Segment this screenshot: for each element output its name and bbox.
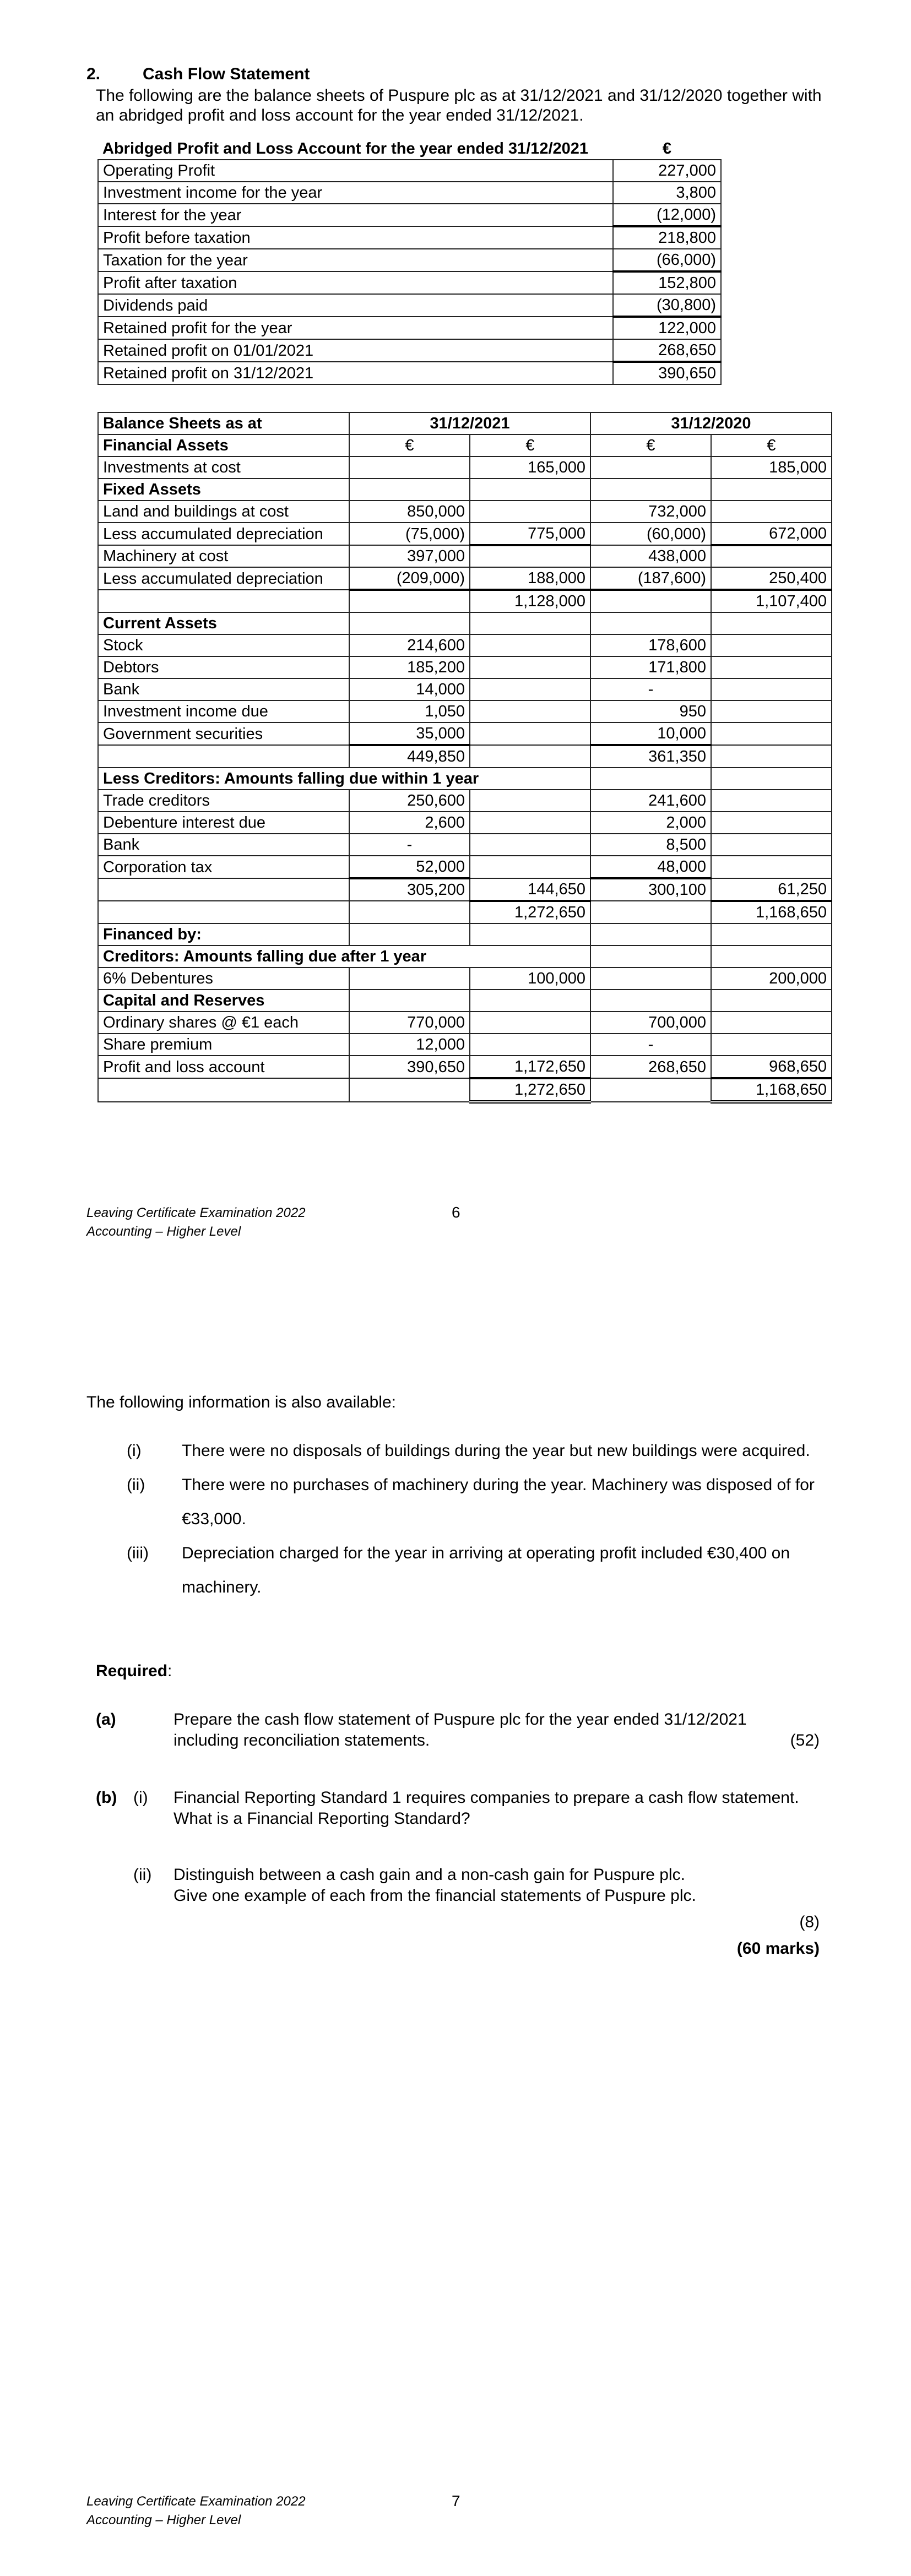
balance-sheet-cell-c3: 165,000 (470, 456, 590, 479)
profit-loss-row-label: Retained profit on 01/01/2021 (98, 339, 613, 362)
balance-sheet-row-label: Profit and loss account (98, 1056, 349, 1078)
balance-sheet-cell-c2 (349, 456, 470, 479)
balance-sheet-cell-c3 (470, 545, 590, 567)
balance-sheet-cell-c3 (470, 656, 590, 678)
profit-loss-row (98, 226, 721, 249)
balance-sheet-cell-c3: 775,000 (470, 523, 590, 545)
balance-sheet-cell-c5: 250,400 (711, 567, 832, 590)
balance-sheet-cell-c3: 188,000 (470, 567, 590, 590)
balance-sheet-date-2020: 31/12/2020 (590, 412, 832, 434)
balance-sheet-cell-c3 (470, 923, 590, 945)
balance-sheet-row (98, 901, 832, 923)
profit-loss-row (98, 317, 721, 339)
part-b-ii (0, 1865, 911, 1975)
part-b-ii-text-line1: Distinguish between a cash gain and a non-cash gain for Puspure plc. (173, 1866, 685, 1884)
profit-loss-row-label: Retained profit for the year (98, 317, 613, 339)
question-title: Cash Flow Statement (143, 65, 310, 83)
balance-sheet-date-2021: 31/12/2021 (349, 412, 590, 434)
profit-loss-row (98, 271, 721, 294)
balance-sheet-row-label: Debenture interest due (98, 812, 349, 834)
balance-sheet-cell-c2: (209,000) (349, 567, 470, 590)
part-a-label: (a) (96, 1710, 116, 1729)
balance-sheet-row (98, 567, 832, 590)
balance-sheet-cell-c5 (711, 834, 832, 856)
balance-sheet-row-label: Ordinary shares @ €1 each (98, 1012, 349, 1034)
balance-sheet-cell-c4: 10,000 (590, 722, 711, 745)
balance-sheet-cell-c2 (349, 990, 470, 1012)
profit-loss-row (98, 249, 721, 271)
balance-sheet-cell-c5 (711, 634, 832, 656)
balance-sheet-header-row (98, 412, 832, 434)
balance-sheet-cell-c4 (590, 1078, 711, 1102)
balance-sheet-row (98, 812, 832, 834)
profit-loss-row (98, 294, 721, 317)
balance-sheet-row-label: Less Creditors: Amounts falling due within 1 year (98, 768, 590, 790)
balance-sheet-cell-c5 (711, 678, 832, 700)
balance-sheet-row-label: Machinery at cost (98, 545, 349, 567)
balance-sheet-cell-c4: 241,600 (590, 790, 711, 812)
balance-sheet-title: Balance Sheets as at (98, 412, 349, 434)
balance-sheet-cell-c5 (711, 722, 832, 745)
balance-sheet-row (98, 990, 832, 1012)
balance-sheet-row (98, 501, 832, 523)
balance-sheet-cell-c5 (711, 479, 832, 501)
balance-sheet-cell-c2: - (349, 834, 470, 856)
profit-loss-row-value: (66,000) (613, 249, 721, 271)
balance-sheet-cell-c2: 12,000 (349, 1034, 470, 1056)
profit-loss-row-value: 122,000 (613, 317, 721, 339)
balance-sheet-cell-c3 (470, 479, 590, 501)
balance-sheet-cell-c4 (590, 901, 711, 923)
part-b-ii-label: (ii) (133, 1866, 152, 1884)
balance-sheet-cell-c2: 770,000 (349, 1012, 470, 1034)
profit-loss-table (97, 138, 722, 385)
balance-sheet-cell-c3 (470, 834, 590, 856)
balance-sheet-cell-c2: 250,600 (349, 790, 470, 812)
balance-sheet-cell-c3 (470, 678, 590, 700)
balance-sheet-row-label: Investments at cost (98, 456, 349, 479)
balance-sheet-row (98, 768, 832, 790)
balance-sheet-cell-c5 (711, 612, 832, 634)
balance-sheet-cell-c4: 268,650 (590, 1056, 711, 1078)
balance-sheet-cell-c3 (470, 634, 590, 656)
balance-sheet-cell-c4: 300,100 (590, 878, 711, 901)
info-item (127, 1468, 843, 1536)
profit-loss-row-value: 227,000 (613, 160, 721, 182)
balance-sheet-cell-c4: (60,000) (590, 523, 711, 545)
profit-loss-row-label: Profit before taxation (98, 226, 613, 249)
balance-sheet-cell-c2: 35,000 (349, 722, 470, 745)
profit-loss-row-value: 390,650 (613, 362, 721, 384)
footer-page-7 (86, 2492, 306, 2530)
balance-sheet-row-label (98, 745, 349, 768)
footer-subject: Accounting – Higher Level (86, 1224, 241, 1239)
balance-sheet-cell-c2: 2,600 (349, 812, 470, 834)
info-list (127, 1434, 843, 1605)
balance-sheet-row (98, 479, 832, 501)
balance-sheet-row-label: Fixed Assets (98, 479, 349, 501)
info-item-text: There were no disposals of buildings during the year but new buildings were acquired. (182, 1442, 810, 1460)
info-item-number: (i) (127, 1442, 142, 1460)
balance-sheet-cell-c2 (349, 968, 470, 990)
financial-assets-heading: Financial Assets (98, 434, 349, 456)
balance-sheet-row (98, 678, 832, 700)
balance-sheet-cell-c3 (470, 790, 590, 812)
balance-sheet-row-label: Corporation tax (98, 856, 349, 878)
balance-sheet-cell-c4: 171,800 (590, 656, 711, 678)
balance-sheet-row-label: Less accumulated depreciation (98, 567, 349, 590)
balance-sheet-cell-c5 (711, 790, 832, 812)
balance-sheet-cell-c5: 1,168,650 (711, 901, 832, 923)
balance-sheet-row-label: Current Assets (98, 612, 349, 634)
page-number-6: 6 (452, 1204, 460, 1221)
footer-page-6 (86, 1204, 306, 1241)
balance-sheet-row (98, 1056, 832, 1078)
balance-sheet-cell-c3 (470, 1034, 590, 1056)
balance-sheet-cell-c2: 397,000 (349, 545, 470, 567)
part-b-i (0, 1787, 911, 1837)
part-b-ii-text-line2: Give one example of each from the financial statements of Puspure plc. (173, 1887, 696, 1905)
part-a-text: Prepare the cash flow statement of Puspure plc for the year ended 31/12/2021 including reconciliation statements. (173, 1710, 747, 1749)
profit-loss-row (98, 204, 721, 226)
balance-sheet-cell-c5: 968,650 (711, 1056, 832, 1078)
balance-sheet-row (98, 545, 832, 567)
balance-sheet-cell-c3 (470, 1012, 590, 1034)
footer-subject: Accounting – Higher Level (86, 2513, 241, 2528)
balance-sheet-cell-c5: 1,107,400 (711, 590, 832, 612)
balance-sheet-cell-c2 (349, 479, 470, 501)
profit-loss-row-label: Operating Profit (98, 160, 613, 182)
balance-sheet-cell-c3: 100,000 (470, 968, 590, 990)
currency-2021-col2: € (470, 434, 590, 456)
question-number: 2. (86, 65, 101, 83)
required-heading: Required: (96, 1662, 172, 1680)
currency-2020-col2: € (711, 434, 832, 456)
balance-sheet-row (98, 1078, 832, 1102)
balance-sheet-cell-c4: 48,000 (590, 856, 711, 878)
balance-sheet-row (98, 590, 832, 612)
balance-sheet-row (98, 612, 832, 634)
info-item-text: There were no purchases of machinery during the year. Machinery was disposed of for €33,000. (182, 1476, 815, 1528)
balance-sheet-row-label: Government securities (98, 722, 349, 745)
balance-sheet-cell-c2 (349, 923, 470, 945)
balance-sheet-row (98, 1012, 832, 1034)
balance-sheet-cell-c4: 361,350 (590, 745, 711, 768)
profit-loss-row (98, 339, 721, 362)
balance-sheet-row (98, 700, 832, 722)
balance-sheet-row (98, 945, 832, 968)
balance-sheet-cell-c4 (590, 590, 711, 612)
balance-sheet-row (98, 456, 832, 479)
balance-sheet-cell-c3 (470, 700, 590, 722)
balance-sheet-cell-c3: 144,650 (470, 878, 590, 901)
balance-sheet-cell-c5: 185,000 (711, 456, 832, 479)
footer-exam: Leaving Certificate Examination 2022 (86, 1205, 306, 1220)
required-label: Required (96, 1662, 168, 1680)
balance-sheet-row-label: Capital and Reserves (98, 990, 349, 1012)
profit-loss-row (98, 182, 721, 204)
profit-loss-row-value: (30,800) (613, 294, 721, 317)
balance-sheet-cell-c4: 950 (590, 700, 711, 722)
balance-sheet-cell-c5 (711, 745, 832, 768)
balance-sheet-row-label: Less accumulated depreciation (98, 523, 349, 545)
balance-sheet-cell-c4: 2,000 (590, 812, 711, 834)
balance-sheet-cell-c2: (75,000) (349, 523, 470, 545)
question-heading (86, 65, 310, 84)
balance-sheet-cell-c4: 178,600 (590, 634, 711, 656)
balance-sheet-cell-c4 (590, 923, 711, 945)
part-a-marks: (52) (790, 1731, 820, 1749)
currency-2020-col1: € (590, 434, 711, 456)
balance-sheet-cell-c3 (470, 990, 590, 1012)
part-a (0, 1709, 911, 1759)
balance-sheet-row-label: Trade creditors (98, 790, 349, 812)
balance-sheet-cell-c5 (711, 545, 832, 567)
profit-loss-row-value: 268,650 (613, 339, 721, 362)
balance-sheet-cell-c5: 61,250 (711, 878, 832, 901)
profit-loss-row-label: Retained profit on 31/12/2021 (98, 362, 613, 384)
info-lead: The following information is also available: (86, 1393, 396, 1411)
balance-sheet-cell-c4 (590, 945, 711, 968)
balance-sheet-row-label: Stock (98, 634, 349, 656)
balance-sheet-cell-c4 (590, 968, 711, 990)
balance-sheet-cell-c2 (349, 1078, 470, 1102)
balance-sheet-cell-c3: 1,172,650 (470, 1056, 590, 1078)
balance-sheet-cell-c3 (470, 856, 590, 878)
balance-sheet-cell-c5 (711, 501, 832, 523)
balance-sheet-cell-c2 (349, 612, 470, 634)
balance-sheet-cell-c4 (590, 456, 711, 479)
balance-sheet-cell-c2: 14,000 (349, 678, 470, 700)
part-b-marks: (8) (799, 1913, 820, 1931)
part-b-label: (b) (96, 1789, 117, 1807)
balance-sheet-cell-c2: 390,650 (349, 1056, 470, 1078)
balance-sheet-row-label: Financed by: (98, 923, 349, 945)
balance-sheet-cell-c5 (711, 945, 832, 968)
info-item-number: (iii) (127, 1544, 149, 1562)
balance-sheet-cell-c3 (470, 501, 590, 523)
balance-sheet-cell-c3 (470, 745, 590, 768)
balance-sheet-row (98, 834, 832, 856)
profit-loss-row-value: 3,800 (613, 182, 721, 204)
balance-sheet-currency-row (98, 434, 832, 456)
balance-sheet-cell-c4: 438,000 (590, 545, 711, 567)
part-b-i-label: (i) (133, 1789, 148, 1807)
info-item-number: (ii) (127, 1476, 145, 1494)
balance-sheet-cell-c5 (711, 812, 832, 834)
balance-sheet-row-label: Bank (98, 678, 349, 700)
balance-sheet-row-label: 6% Debentures (98, 968, 349, 990)
balance-sheet-row (98, 745, 832, 768)
balance-sheet-row (98, 1034, 832, 1056)
balance-sheet-cell-c2: 449,850 (349, 745, 470, 768)
balance-sheet-cell-c3 (470, 612, 590, 634)
balance-sheet-cell-c4 (590, 479, 711, 501)
balance-sheet-cell-c2 (349, 590, 470, 612)
balance-sheet-cell-c2: 305,200 (349, 878, 470, 901)
balance-sheet-row (98, 923, 832, 945)
balance-sheet-cell-c4: (187,600) (590, 567, 711, 590)
page-number-7: 7 (452, 2492, 460, 2509)
profit-loss-currency: € (613, 138, 721, 160)
balance-sheet-cell-c5 (711, 1034, 832, 1056)
balance-sheet-row (98, 878, 832, 901)
footer-exam: Leaving Certificate Examination 2022 (86, 2494, 306, 2509)
balance-sheet-row (98, 968, 832, 990)
profit-loss-row-value: 218,800 (613, 226, 721, 249)
balance-sheet-row-label: Debtors (98, 656, 349, 678)
balance-sheet-cell-c3 (470, 722, 590, 745)
balance-sheet-cell-c5 (711, 700, 832, 722)
balance-sheet-row (98, 656, 832, 678)
profit-loss-row-value: (12,000) (613, 204, 721, 226)
question-intro: The following are the balance sheets of Puspure plc as at 31/12/2021 and 31/12/2020 together with an abridged profit and loss account for the year ended 31/12/2021. (96, 86, 822, 124)
balance-sheet-row-label: Investment income due (98, 700, 349, 722)
balance-sheet-row-label: Creditors: Amounts falling due after 1 year (98, 945, 590, 968)
profit-loss-row-label: Taxation for the year (98, 249, 613, 271)
part-b-i-text: Financial Reporting Standard 1 requires companies to prepare a cash flow statement. What is a Financial Reporting Standard? (173, 1789, 799, 1828)
balance-sheet-cell-c3: 1,272,650 (470, 1078, 590, 1102)
balance-sheet-row-label (98, 901, 349, 923)
balance-sheet-cell-c2: 850,000 (349, 501, 470, 523)
balance-sheet-cell-c5 (711, 856, 832, 878)
balance-sheet-cell-c3: 1,128,000 (470, 590, 590, 612)
info-item (127, 1434, 843, 1468)
balance-sheet-cell-c2: 52,000 (349, 856, 470, 878)
balance-sheet-cell-c4: 732,000 (590, 501, 711, 523)
balance-sheet-cell-c2: 214,600 (349, 634, 470, 656)
balance-sheet-row-label (98, 590, 349, 612)
balance-sheet-cell-c5 (711, 768, 832, 790)
balance-sheet-cell-c2 (349, 901, 470, 923)
balance-sheet-row (98, 523, 832, 545)
balance-sheet-row-label: Land and buildings at cost (98, 501, 349, 523)
balance-sheet-row (98, 790, 832, 812)
profit-loss-row (98, 362, 721, 384)
profit-loss-header-row (98, 138, 721, 160)
balance-sheet-cell-c4: - (590, 678, 711, 700)
balance-sheet-cell-c4 (590, 768, 711, 790)
profit-loss-row-label: Dividends paid (98, 294, 613, 317)
balance-sheet-row (98, 722, 832, 745)
balance-sheet-cell-c5: 1,168,650 (711, 1078, 832, 1102)
balance-sheet-cell-c4: 8,500 (590, 834, 711, 856)
balance-sheet-cell-c5 (711, 923, 832, 945)
balance-sheet-cell-c4: - (590, 1034, 711, 1056)
balance-sheet-cell-c4: 700,000 (590, 1012, 711, 1034)
balance-sheet-table (97, 412, 832, 1104)
profit-loss-title: Abridged Profit and Loss Account for the year ended 31/12/2021 (98, 138, 613, 160)
profit-loss-row-label: Investment income for the year (98, 182, 613, 204)
balance-sheet-row (98, 856, 832, 878)
balance-sheet-cell-c5 (711, 656, 832, 678)
balance-sheet-cell-c4 (590, 990, 711, 1012)
total-marks: (60 marks) (736, 1939, 820, 1958)
profit-loss-row-label: Interest for the year (98, 204, 613, 226)
balance-sheet-row-label (98, 878, 349, 901)
profit-loss-row-value: 152,800 (613, 271, 721, 294)
balance-sheet-row (98, 634, 832, 656)
info-item (127, 1536, 843, 1605)
balance-sheet-row-label (98, 1078, 349, 1102)
balance-sheet-cell-c3: 1,272,650 (470, 901, 590, 923)
balance-sheet-row-label: Bank (98, 834, 349, 856)
balance-sheet-cell-c5: 200,000 (711, 968, 832, 990)
info-item-text: Depreciation charged for the year in arriving at operating profit included €30,400 on machinery. (182, 1544, 790, 1596)
profit-loss-row (98, 160, 721, 182)
balance-sheet-cell-c3 (470, 812, 590, 834)
balance-sheet-cell-c2: 1,050 (349, 700, 470, 722)
balance-sheet-row-label: Share premium (98, 1034, 349, 1056)
balance-sheet-cell-c5: 672,000 (711, 523, 832, 545)
balance-sheet-cell-c5 (711, 990, 832, 1012)
balance-sheet-cell-c2: 185,200 (349, 656, 470, 678)
profit-loss-row-label: Profit after taxation (98, 271, 613, 294)
balance-sheet-cell-c5 (711, 1012, 832, 1034)
balance-sheet-cell-c4 (590, 612, 711, 634)
currency-2021-col1: € (349, 434, 470, 456)
